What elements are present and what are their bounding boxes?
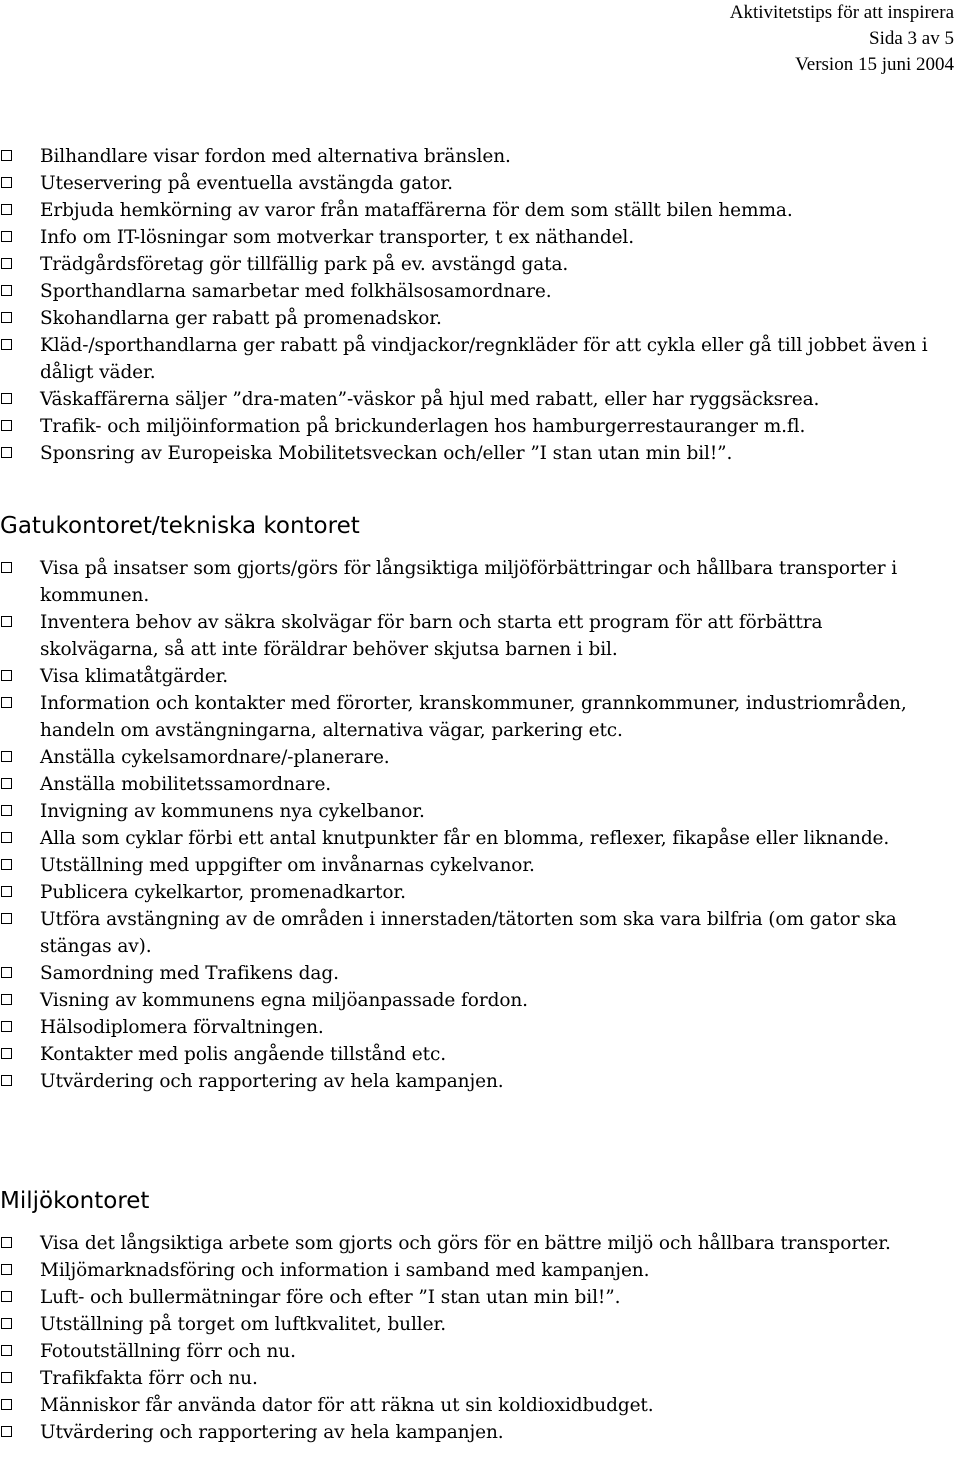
list-item: Människor får använda dator för att räkna ut sin koldioxidbudget.	[0, 1392, 932, 1419]
list-item: Skohandlarna ger rabatt på promenadskor.	[0, 305, 932, 332]
checkbox-icon	[1, 1345, 12, 1356]
checkbox-icon	[1, 150, 12, 161]
list-item: Visning av kommunens egna miljöanpassade fordon.	[0, 987, 932, 1014]
list-item: Utställning med uppgifter om invånarnas cykelvanor.	[0, 852, 932, 879]
list-item: Bilhandlare visar fordon med alternativa bränslen.	[0, 143, 932, 170]
list-item: Utvärdering och rapportering av hela kampanjen.	[0, 1068, 932, 1095]
checkbox-icon	[1, 1372, 12, 1383]
checkbox-icon	[1, 258, 12, 269]
list-item: Visa på insatser som gjorts/görs för långsiktiga miljöförbättringar och hållbara transporter i kommunen.	[0, 555, 932, 609]
checkbox-icon	[1, 1264, 12, 1275]
checkbox-icon	[1, 1237, 12, 1248]
list-item: Fotoutställning förr och nu.	[0, 1338, 932, 1365]
list-item: Uteservering på eventuella avstängda gator.	[0, 170, 932, 197]
checkbox-icon	[1, 285, 12, 296]
checkbox-icon	[1, 967, 12, 978]
list-item: Visa det långsiktiga arbete som gjorts och görs för en bättre miljö och hållbara transporter.	[0, 1230, 932, 1257]
checkbox-icon	[1, 204, 12, 215]
checkbox-icon	[1, 859, 12, 870]
list-item: Information och kontakter med förorter, kranskommuner, grannkommuner, industriområden, handeln om avstängningarna, alternativa vägar, parkering etc.	[0, 690, 932, 744]
list-item: Väskaffärerna säljer ”dra-maten”-väskor på hjul med rabatt, eller har ryggsäcksrea.	[0, 386, 932, 413]
list-item: Anställa mobilitetssamordnare.	[0, 771, 932, 798]
checkbox-icon	[1, 312, 12, 323]
checklist-gatukontoret	[0, 555, 932, 1095]
checkbox-icon	[1, 616, 12, 627]
checkbox-icon	[1, 832, 12, 843]
list-item: Utvärdering och rapportering av hela kampanjen.	[0, 1419, 932, 1446]
list-item: Inventera behov av säkra skolvägar för barn och starta ett program för att förbättra skolvägarna, så att inte föräldrar behöver skjutsa barnen i bil.	[0, 609, 932, 663]
checkbox-icon	[1, 1318, 12, 1329]
list-item: Sponsring av Europeiska Mobilitetsveckan och/eller ”I stan utan min bil!”.	[0, 440, 932, 467]
checkbox-icon	[1, 1021, 12, 1032]
checkbox-icon	[1, 697, 12, 708]
checkbox-icon	[1, 1048, 12, 1059]
list-item: Sporthandlarna samarbetar med folkhälsosamordnare.	[0, 278, 932, 305]
checkbox-icon	[1, 994, 12, 1005]
document-version: Version 15 juni 2004	[795, 54, 954, 75]
list-item: Alla som cyklar förbi ett antal knutpunkter får en blomma, reflexer, fikapåse eller liknande.	[0, 825, 932, 852]
list-item: Samordning med Trafikens dag.	[0, 960, 932, 987]
document-title: Aktivitetstips för att inspirera	[729, 2, 954, 23]
list-item: Publicera cykelkartor, promenadkartor.	[0, 879, 932, 906]
checkbox-icon	[1, 913, 12, 924]
list-item: Kläd-/sporthandlarna ger rabatt på vindjackor/regnkläder för att cykla eller gå till jobbet även i dåligt väder.	[0, 332, 932, 386]
list-item: Trafikfakta förr och nu.	[0, 1365, 932, 1392]
list-item: Erbjuda hemkörning av varor från mataffärerna för dem som ställt bilen hemma.	[0, 197, 932, 224]
checkbox-icon	[1, 751, 12, 762]
section-heading-gatukontoret: Gatukontoret/tekniska kontoret	[0, 513, 360, 539]
checkbox-icon	[1, 393, 12, 404]
checkbox-icon	[1, 1291, 12, 1302]
checkbox-icon	[1, 1399, 12, 1410]
checkbox-icon	[1, 1426, 12, 1437]
checkbox-icon	[1, 177, 12, 188]
checklist-retail	[0, 143, 932, 467]
list-item: Kontakter med polis angående tillstånd etc.	[0, 1041, 932, 1068]
list-item: Utföra avstängning av de områden i innerstaden/tätorten som ska vara bilfria (om gator ska stängas av).	[0, 906, 932, 960]
checkbox-icon	[1, 1075, 12, 1086]
page-header	[730, 0, 954, 78]
list-item: Luft- och bullermätningar före och efter ”I stan utan min bil!”.	[0, 1284, 932, 1311]
section-heading-miljokontoret: Miljökontoret	[0, 1188, 150, 1214]
list-item: Info om IT-lösningar som motverkar transporter, t ex näthandel.	[0, 224, 932, 251]
list-item: Miljömarknadsföring och information i samband med kampanjen.	[0, 1257, 932, 1284]
checkbox-icon	[1, 231, 12, 242]
checkbox-icon	[1, 447, 12, 458]
list-item: Trafik- och miljöinformation på brickunderlagen hos hamburgerrestauranger m.fl.	[0, 413, 932, 440]
list-item: Visa klimatåtgärder.	[0, 663, 932, 690]
list-item: Invigning av kommunens nya cykelbanor.	[0, 798, 932, 825]
list-item: Trädgårdsföretag gör tillfällig park på ev. avstängd gata.	[0, 251, 932, 278]
checkbox-icon	[1, 886, 12, 897]
checkbox-icon	[1, 420, 12, 431]
page-number: Sida 3 av 5	[869, 28, 954, 49]
list-item: Utställning på torget om luftkvalitet, buller.	[0, 1311, 932, 1338]
checkbox-icon	[1, 670, 12, 681]
checkbox-icon	[1, 805, 12, 816]
checkbox-icon	[1, 339, 12, 350]
list-item: Hälsodiplomera förvaltningen.	[0, 1014, 932, 1041]
checkbox-icon	[1, 562, 12, 573]
list-item: Anställa cykelsamordnare/-planerare.	[0, 744, 932, 771]
checkbox-icon	[1, 778, 12, 789]
checklist-miljokontoret	[0, 1230, 932, 1446]
